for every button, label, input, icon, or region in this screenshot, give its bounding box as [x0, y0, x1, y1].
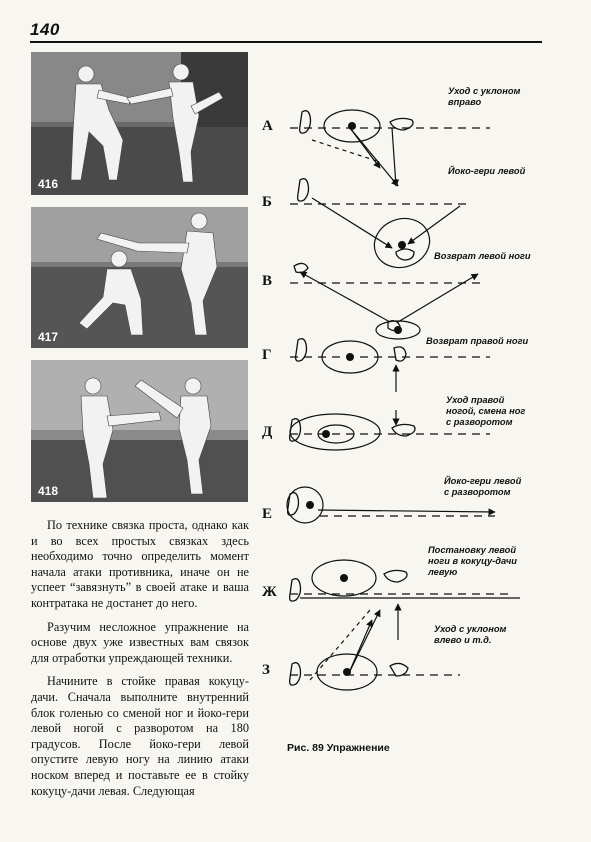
note-line: вправо — [448, 97, 482, 107]
body-paragraph: Разучим несложное упражнение на основе двух уже известных вам связок для отработки упреждающей техники. — [31, 619, 249, 665]
figure-note — [448, 166, 525, 177]
photo-label: 418 — [38, 484, 59, 498]
note-line: Уход с уклоном — [434, 624, 507, 634]
figure-note — [446, 395, 525, 428]
photo-label: 417 — [38, 330, 59, 344]
note-line: Постановку левой — [428, 545, 517, 555]
row-letter-v: В — [262, 273, 273, 289]
row-letter-b: Б — [262, 194, 272, 210]
photo-418-image — [31, 360, 248, 502]
note-line: с разворотом — [446, 417, 513, 427]
row-letter-zh: Ж — [262, 584, 277, 600]
figure-caption: Рис. 89 Упражнение — [287, 742, 390, 754]
body-paragraph: Начините в стойке правая кокуцу-дачи. Сначала выполните внутренний блок голенью со сменой ног и йоко-гери левой ногой с разворотом на 180 градусов. После йоко-гери левой опустите левую ногу на линию атаки носком вперед и поставьте ее в стойку кокуцу-дачи левая. Следующая — [31, 674, 249, 798]
photo-417 — [31, 207, 248, 348]
note-line: левую — [428, 567, 458, 577]
note-line: Уход с уклоном — [448, 86, 521, 96]
note-line: с разворотом — [444, 487, 511, 497]
note-line: Йоко-гери левой — [444, 476, 522, 486]
page-number: 140 — [30, 20, 60, 39]
note-line: ногой, смена ног — [446, 406, 526, 416]
row-letter-z: З — [262, 662, 270, 678]
photo-416-image — [31, 52, 248, 195]
row-letter-g: Г — [262, 347, 272, 363]
photo-417-image — [31, 207, 248, 348]
body-text — [31, 518, 249, 807]
note-line: Возврат левой ноги — [434, 251, 531, 261]
figure-note — [444, 476, 521, 498]
photo-416 — [31, 52, 248, 195]
row-letter-a: А — [262, 118, 273, 134]
note-line: Йоко-гери левой — [448, 166, 526, 176]
body-paragraph: По технике связка проста, однако как и во всех простых связках здесь необходимо точно определить момент начала атаки противника, иначе он не успеет “завязнуть” в своей атаке и ваша контратака не достанет до него. — [31, 518, 249, 610]
photo-label: 416 — [38, 177, 59, 191]
figure-note — [426, 336, 528, 347]
figure-note — [428, 545, 517, 578]
photo-418 — [31, 360, 248, 502]
row-letter-d: Д — [262, 424, 273, 440]
figure-note — [448, 86, 520, 108]
note-line: Возврат правой ноги — [426, 336, 529, 346]
header-rule — [30, 41, 542, 43]
note-line: влево и т.д. — [434, 635, 492, 645]
note-line: Уход правой — [446, 395, 505, 405]
note-line: ноги в кокуцу-дачи — [428, 556, 517, 566]
figure-note — [434, 251, 531, 262]
figure-note — [434, 624, 506, 646]
row-letter-e: Е — [262, 506, 273, 522]
